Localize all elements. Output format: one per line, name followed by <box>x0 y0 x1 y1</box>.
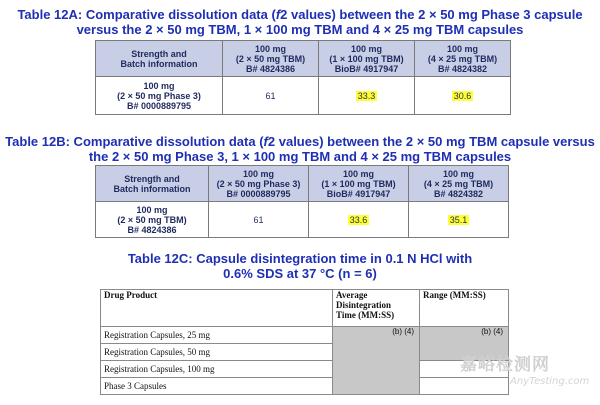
table-12a <box>95 40 511 115</box>
row-header: 100 mg (2 × 50 mg Phase 3) B# 0000889795 <box>96 77 223 115</box>
table-12b-title: Table 12B: Comparative dissolution data (f2 values) between the 2 × 50 mg TBM capsule versus the 2 × 50 mg Phase 3, 1 × 100 mg TBM and 4 × 25 mg TBM capsules <box>5 134 595 164</box>
row-header: 100 mg (2 × 50 mg TBM) B# 4824386 <box>96 202 209 238</box>
watermark-url: AnyTesting.com <box>510 376 590 387</box>
value-cell-highlighted: 30.6 <box>415 77 511 115</box>
redaction-ref: (b) (4) <box>481 327 503 336</box>
header-strength-batch: Strength and Batch information <box>96 41 223 77</box>
header-col-2: 100 mg (1 × 100 mg TBM) BioB# 4917947 <box>309 166 409 202</box>
header-average-time: Average Disintegration Time (MM:SS) <box>333 290 420 327</box>
redaction-ref: (b) (4) <box>392 327 414 336</box>
header-col-2: 100 mg (1 × 100 mg TBM) BioB# 4917947 <box>319 41 415 77</box>
value-cell-highlighted: 33.6 <box>309 202 409 238</box>
range-cell <box>420 378 509 395</box>
product-row-label: Registration Capsules, 25 mg <box>101 327 333 344</box>
header-col-1: 100 mg (2 × 50 mg Phase 3) B# 0000889795 <box>209 166 309 202</box>
header-col-3: 100 mg (4 × 25 mg TBM) B# 4824382 <box>409 166 509 202</box>
table-12a-title: Table 12A: Comparative dissolution data (f2 values) between the 2 × 50 mg Phase 3 capsule versus the 2 × 50 mg TBM, 1 × 100 mg TBM and 4 × 25 mg TBM capsules <box>17 7 583 37</box>
value-cell-highlighted: 33.3 <box>319 77 415 115</box>
value-cell: 61 <box>209 202 309 238</box>
table-12c-title: Table 12C: Capsule disintegration time in 0.1 N HCl with 0.6% SDS at 37 °C (n = 6) <box>127 251 473 281</box>
header-strength-batch: Strength and Batch information <box>96 166 209 202</box>
value-cell-highlighted: 35.1 <box>409 202 509 238</box>
header-drug-product: Drug Product <box>101 290 333 327</box>
table-12b <box>95 165 509 238</box>
product-row-label: Phase 3 Capsules <box>101 378 333 395</box>
header-range: Range (MM:SS) <box>420 290 509 327</box>
value-cell: 61 <box>223 77 319 115</box>
header-col-3: 100 mg (4 × 25 mg TBM) B# 4824382 <box>415 41 511 77</box>
product-row-label: Registration Capsules, 50 mg <box>101 344 333 361</box>
product-row-label: Registration Capsules, 100 mg <box>101 361 333 378</box>
watermark-text: 嘉峪检测网 <box>460 355 550 375</box>
table-12c <box>100 289 509 395</box>
redacted-avg-block <box>333 327 420 395</box>
header-col-1: 100 mg (2 × 50 mg TBM) B# 4824386 <box>223 41 319 77</box>
